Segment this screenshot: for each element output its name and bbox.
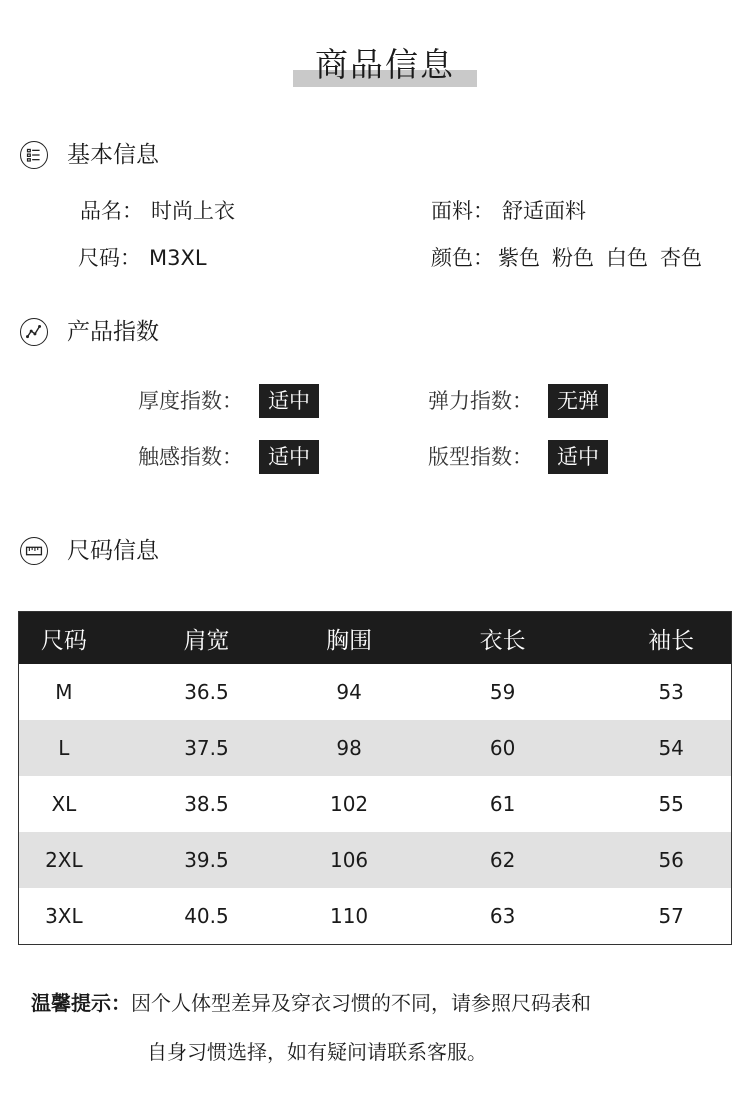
table-cell: 62	[489, 848, 516, 872]
size-table	[18, 611, 732, 945]
table-cell: XL	[51, 792, 77, 816]
table-header-cell: 衣长	[479, 627, 526, 654]
fabric	[431, 196, 586, 226]
color-option: 紫色	[498, 246, 540, 270]
thickness-value: 适中	[259, 384, 319, 418]
product-name	[80, 196, 235, 226]
table-cell: 98	[336, 736, 362, 760]
table-cell: 94	[336, 680, 362, 704]
table-cell: 37.5	[184, 736, 229, 760]
elasticity-label: 弹力指数：	[428, 389, 533, 413]
page-title: 商品信息	[315, 45, 455, 84]
ruler-icon	[20, 537, 48, 565]
thickness-label: 厚度指数：	[138, 389, 243, 413]
touch-label: 触感指数：	[138, 445, 243, 469]
fabric-value: 舒适面料	[502, 199, 586, 223]
color-option: 杏色	[660, 246, 702, 270]
fit-value: 适中	[548, 440, 608, 474]
color-option: 粉色	[552, 246, 594, 270]
table-header-cell: 尺码	[40, 627, 87, 654]
product-name-value: 时尚上衣	[151, 199, 235, 223]
tip-text-1: 因个人体型差异及穿衣习惯的不同，请参照尺码表和	[131, 991, 591, 1015]
fabric-label: 面料：	[431, 199, 494, 223]
table-cell: 106	[329, 848, 369, 872]
table-row	[19, 832, 731, 888]
table-cell: 110	[329, 904, 369, 928]
tip-text-2: 自身习惯选择，如有疑问请联系客服。	[147, 1040, 487, 1064]
section-title-index: 产品指数	[67, 319, 159, 345]
table-cell: L	[58, 736, 70, 760]
table-cell: 36.5	[184, 680, 229, 704]
size-range	[78, 243, 207, 273]
table-row	[19, 720, 731, 776]
table-row	[19, 888, 731, 944]
fit-label: 版型指数：	[428, 445, 533, 469]
table-cell: 53	[658, 680, 684, 704]
table-cell: 3XL	[45, 904, 83, 928]
table-cell: 38.5	[184, 792, 229, 816]
table-cell: 63	[489, 904, 516, 928]
touch-value: 适中	[259, 440, 319, 474]
table-cell: 60	[489, 736, 516, 760]
table-cell: 54	[658, 736, 684, 760]
size-range-label: 尺码：	[78, 246, 141, 270]
size-range-value: M3XL	[149, 246, 207, 270]
table-header-cell: 肩宽	[183, 627, 230, 654]
table-cell: 40.5	[184, 904, 229, 928]
table-cell: 56	[658, 848, 684, 872]
table-cell: 61	[489, 792, 516, 816]
elasticity-value: 无弹	[548, 384, 608, 418]
table-header-cell: 胸围	[326, 627, 373, 654]
table-cell: 102	[329, 792, 369, 816]
table-cell: 55	[658, 792, 684, 816]
section-title-size: 尺码信息	[67, 538, 159, 564]
table-cell: 59	[489, 680, 516, 704]
table-cell: 57	[658, 904, 684, 928]
list-icon	[20, 141, 48, 169]
table-header-row	[19, 612, 731, 664]
tip-line-1	[31, 988, 591, 1018]
table-cell: 39.5	[184, 848, 229, 872]
tip-label: 温馨提示：	[31, 991, 131, 1015]
color-options	[431, 243, 702, 273]
table-header-cell: 袖长	[648, 627, 695, 654]
table-cell: 2XL	[45, 848, 83, 872]
table-row	[19, 664, 731, 720]
table-cell: M	[55, 680, 73, 704]
section-title-basic: 基本信息	[67, 142, 159, 168]
product-name-label: 品名：	[80, 199, 143, 223]
color-option: 白色	[606, 246, 648, 270]
table-row	[19, 776, 731, 832]
chart-line-icon	[20, 318, 48, 346]
color-label: 颜色：	[431, 246, 494, 270]
